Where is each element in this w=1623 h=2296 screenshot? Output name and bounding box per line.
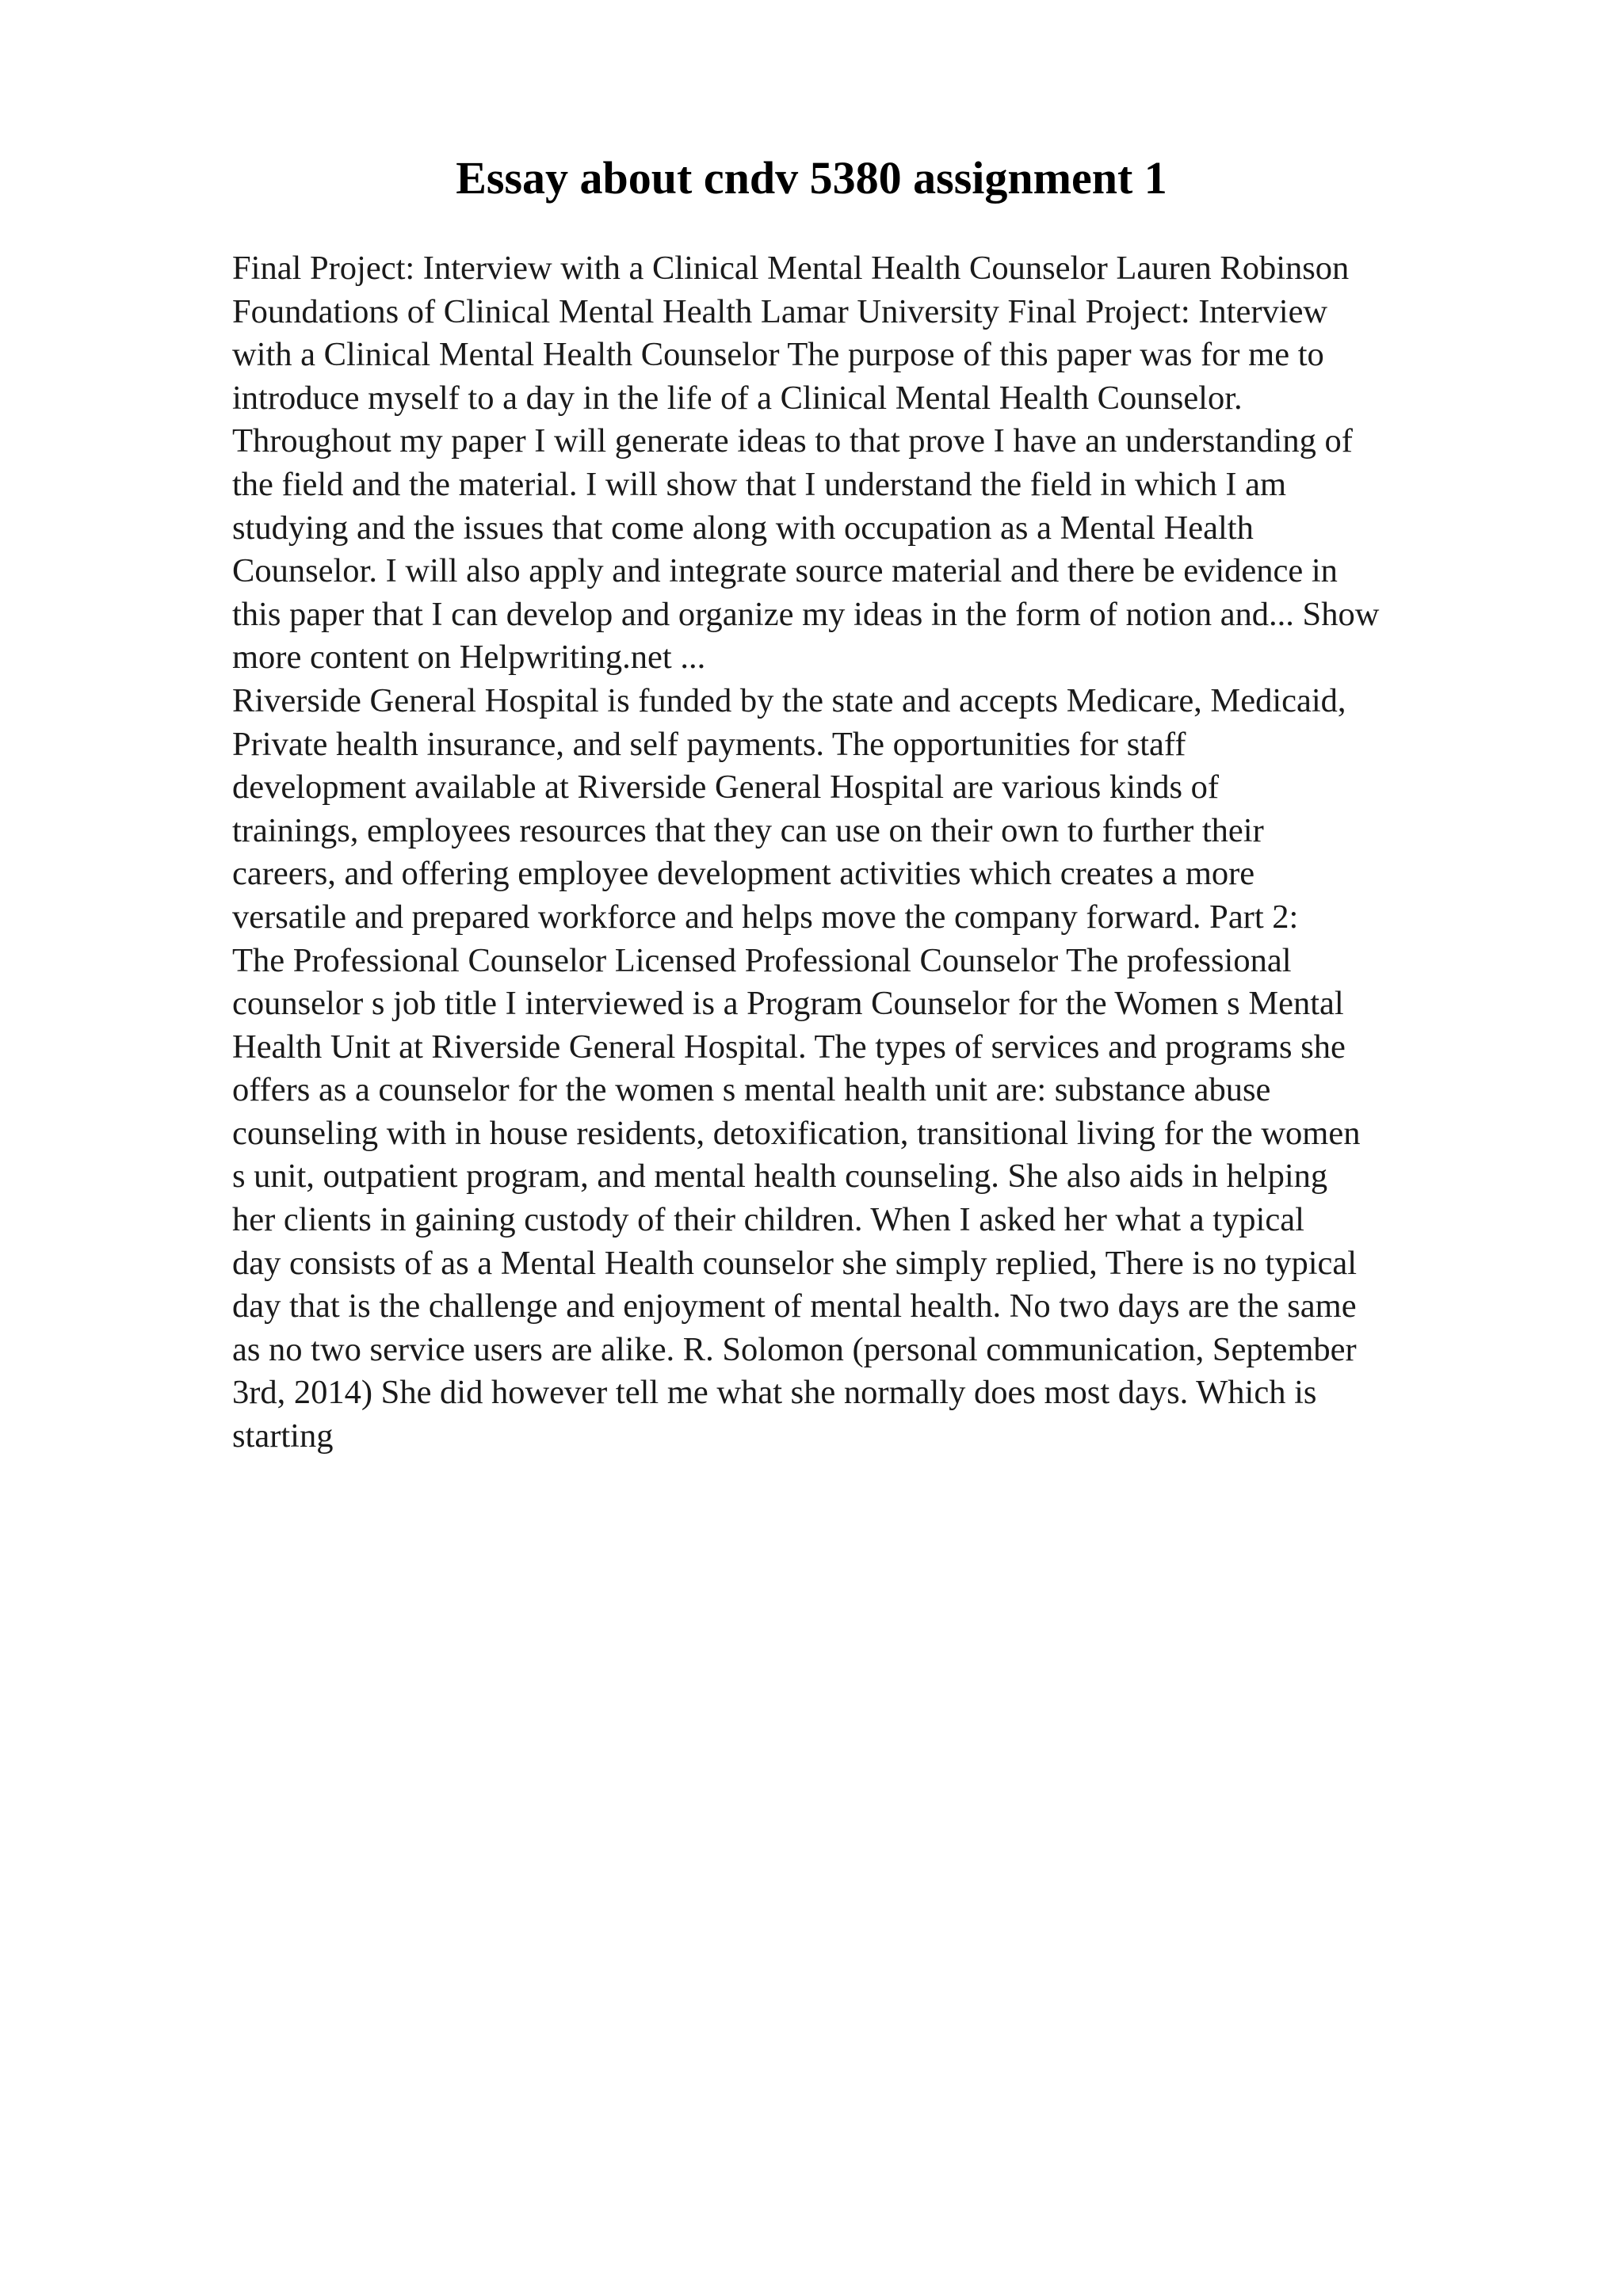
body-text-line: counseling with in house residents, detoxification, transitional living for the women	[232, 1114, 1361, 1152]
body-text-line: Foundations of Clinical Mental Health Lamar University Final Project: Interview	[232, 292, 1328, 330]
body-text-line: starting	[232, 1417, 334, 1455]
body-text-line: day that is the challenge and enjoyment of mental health. No two days are the same	[232, 1287, 1357, 1325]
body-text-line: Counselor. I will also apply and integrate source material and there be evidence in	[232, 552, 1338, 590]
body-text-line: trainings, employees resources that they can use on their own to further their	[232, 811, 1264, 849]
body-text-line: studying and the issues that come along with occupation as a Mental Health	[232, 509, 1254, 547]
body-text-line: Riverside General Hospital is funded by the state and accepts Medicare, Medicaid,	[232, 681, 1346, 719]
document-body	[232, 247, 1516, 1459]
body-text-line: Health Unit at Riverside General Hospital. The types of services and programs she	[232, 1028, 1346, 1066]
body-text-line: Final Project: Interview with a Clinical Mental Health Counselor Lauren Robinson	[232, 250, 1350, 287]
body-text-line: the field and the material. I will show that I understand the field in which I am	[232, 465, 1287, 503]
body-text-line: with a Clinical Mental Health Counselor The purpose of this paper was for me to	[232, 336, 1324, 374]
body-text-line: introduce myself to a day in the life of a Clinical Mental Health Counselor.	[232, 379, 1243, 417]
body-text-line: her clients in gaining custody of their children. When I asked her what a typical	[232, 1201, 1304, 1239]
body-text-line: The Professional Counselor Licensed Professional Counselor The professional	[232, 941, 1292, 979]
body-text-line: s unit, outpatient program, and mental health counseling. She also aids in helping	[232, 1158, 1328, 1196]
body-text-line: 3rd, 2014) She did however tell me what she normally does most days. Which is	[232, 1374, 1317, 1412]
body-text-line: counselor s job title I interviewed is a Program Counselor for the Women s Mental	[232, 985, 1344, 1023]
body-text-line: offers as a counselor for the women s mental health unit are: substance abuse	[232, 1071, 1271, 1109]
body-text-line: more content on Helpwriting.net ...	[232, 639, 706, 677]
body-text-line: versatile and prepared workforce and helps move the company forward. Part 2:	[232, 898, 1299, 936]
body-text-line: development available at Riverside General Hospital are various kinds of	[232, 769, 1220, 807]
body-text-line: Throughout my paper I will generate ideas to that prove I have an understanding of	[232, 422, 1353, 460]
body-text-line: this paper that I can develop and organize my ideas in the form of notion and... Show	[232, 595, 1380, 633]
body-text-line: as no two service users are alike. R. Solomon (personal communication, September	[232, 1330, 1357, 1368]
body-text-line: careers, and offering employee development activities which creates a more	[232, 855, 1255, 893]
body-text-line: Private health insurance, and self payments. The opportunities for staff	[232, 725, 1186, 763]
document-title: Essay about cndv 5380 assignment 1	[456, 152, 1167, 204]
body-text-line: day consists of as a Mental Health counselor she simply replied, There is no typical	[232, 1244, 1358, 1282]
